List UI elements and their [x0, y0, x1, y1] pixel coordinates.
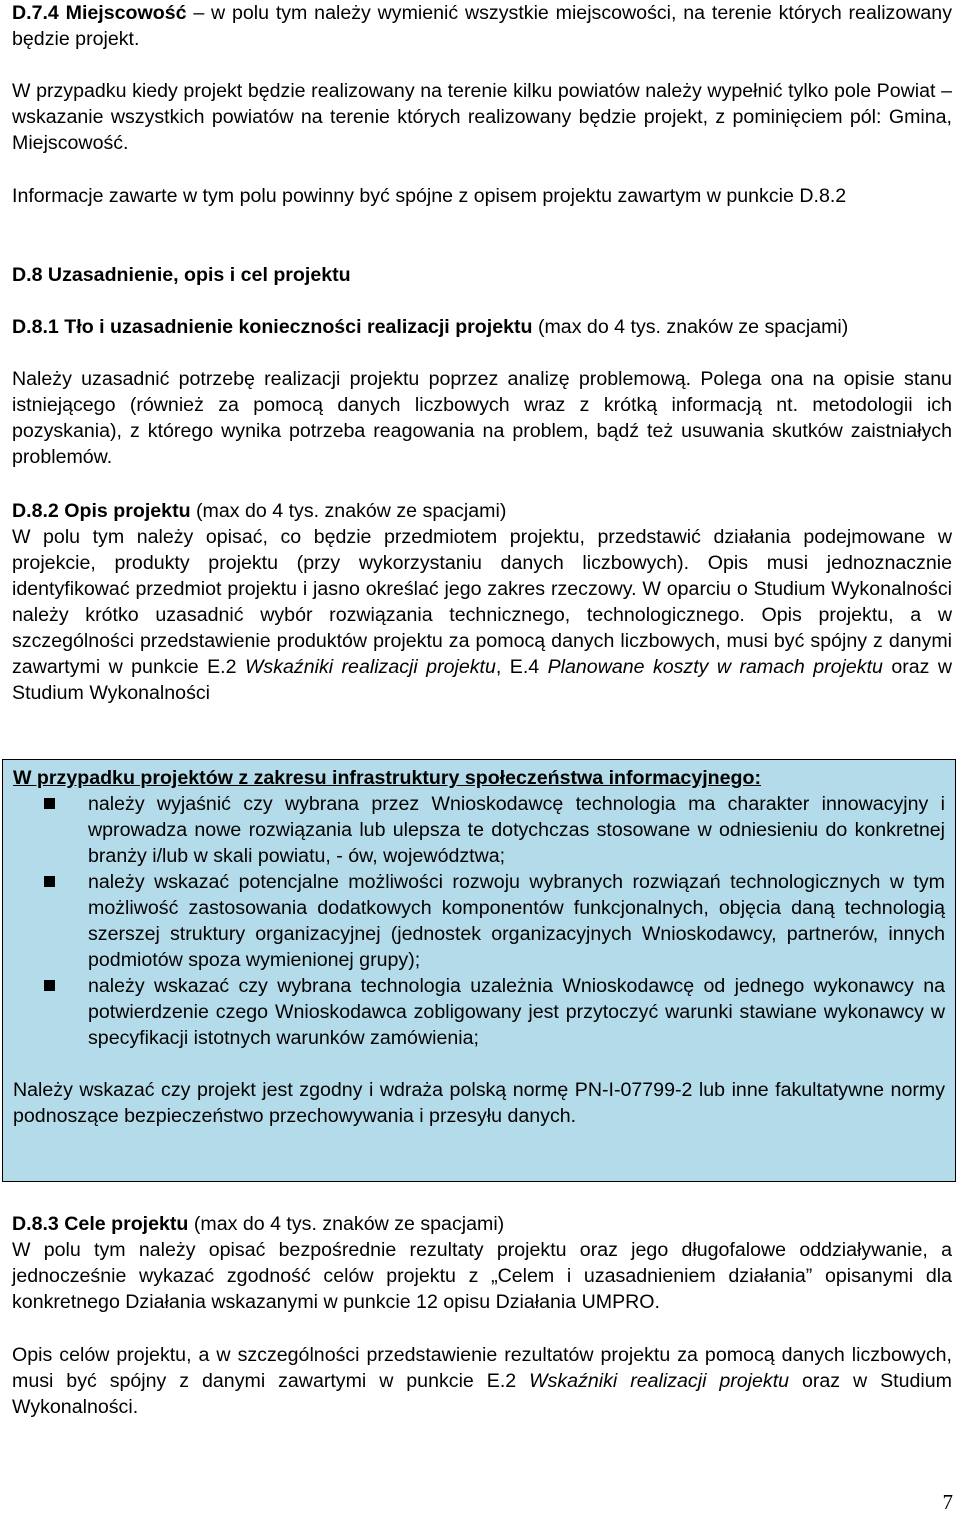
info-box-bullet-list [13, 791, 945, 1051]
section-d74-paragraph-1: W przypadku kiedy projekt będzie realizowany na terenie kilku powiatów należy wypełnić tylko pole Powiat – wskazanie wszystkich powiatów na terenie których realizowany będzie projekt, z pominięciem pól: Gmina, Miejscowość. [12, 80, 952, 154]
reference-e2: Wskaźniki realizacji projektu [244, 656, 496, 678]
section-d82-body [12, 524, 952, 706]
section-d83-heading-line [12, 1211, 952, 1237]
section-d8-heading: D.8 Uzasadnienie, opis i cel projektu [12, 264, 351, 286]
reference-e4: Planowane koszty w ramach projektu [547, 656, 883, 678]
section-d74-paragraph-2: Informacje zawarte w tym polu powinny być spójne z opisem projektu zawartym w punkcie D.8.2 [12, 185, 847, 207]
info-box-content [13, 765, 945, 1129]
info-box-bullet-text: należy wskazać potencjalne możliwości rozwoju wybranych rozwiązań technologicznych w tym możliwość zastosowania dodatkowych komponentów funkcjonalnych, objęcia daną technologią szerszej struktury organizacyjnej (jednostek organizacyjnych Wnioskodawcy, partnerów, innych podmiotów spoza wymienionej grupy); [88, 871, 945, 971]
section-d74-intro-text: – w polu tym należy wymienić wszystkie miejscowości, na terenie których realizowany będzie projekt. [12, 2, 952, 50]
page-number: 7 [942, 1490, 953, 1514]
infrastructure-info-box [2, 759, 956, 1182]
section-d83-body-2-end: oraz w Studium Wykonalności. [12, 1370, 952, 1418]
info-box-bullet-item [13, 791, 945, 869]
section-d82-body-end: oraz w Studium Wykonalności [12, 656, 953, 704]
section-d81-heading: D.8.1 Tło i uzasadnienie konieczności realizacji projektu [12, 316, 533, 338]
section-d83-body-2 [12, 1342, 952, 1420]
section-d83-heading: D.8.3 Cele projektu [12, 1213, 189, 1235]
section-d81-limit: (max do 4 tys. znaków ze spacjami) [532, 316, 849, 338]
square-bullet-icon [44, 876, 55, 887]
info-box-heading: W przypadku projektów z zakresu infrastruktury społeczeństwa informacyjnego: [13, 767, 761, 789]
square-bullet-icon [44, 980, 55, 991]
section-d81-heading-line [12, 314, 952, 340]
section-d81-body: Należy uzasadnić potrzebę realizacji projektu poprzez analizę problemową. Polega ona na opisie stanu istniejącego (również za pomocą danych liczbowych wraz z krótką informacją nt. metodologii ich pozyskania), z którego wynika potrzeba reagowania na problem, bądź też usuwania skutków zaistniałych problemów. [12, 368, 952, 468]
square-bullet-icon [44, 798, 55, 809]
section-d74-intro [12, 0, 952, 52]
section-d83-body-2-text: Opis celów projektu, a w szczególności przedstawienie rezultatów projektu za pomocą danych liczbowych, musi być spójny z danymi zawartymi w punkcie E.2 [12, 1344, 952, 1392]
section-d82-body-text: W polu tym należy opisać, co będzie przedmiotem projektu, przedstawić działania podejmowane w projekcie, produkty projektu (przy wykorzystaniu danych liczbowych). Opis musi jednoznacznie identyfikować przedmiot projektu i jasno określać jego zakres rzeczowy. W oparciu o Studium Wykonalności należy krótko uzasadnić wybór rozwiązania technicznego, technologicznego. Opis projektu, a w szczególności przedstawienie produktów projektu za pomocą danych liczbowych, musi być spójny z danymi zawartymi w punkcie E.2 [12, 526, 952, 678]
info-box-bullet-text: należy wskazać czy wybrana technologia uzależnia Wnioskodawcę od jednego wykonawcy na potwierdzenie czego Wnioskodawca zobligowany jest przytoczyć warunki stawiane wykonawcy w specyfikacji istotnych warunków zamówienia; [88, 975, 945, 1049]
section-d74-heading: D.7.4 Miejscowość [12, 2, 187, 24]
info-box-bullet-text: należy wyjaśnić czy wybrana przez Wnioskodawcę technologia ma charakter innowacyjny i wprowadza nowe rozwiązania lub ulepsza te dotychczas stosowane w odniesieniu do konkretnej branży i/lub w skali powiatu, - ów, województwa; [88, 793, 945, 867]
info-box-bullet-item [13, 973, 945, 1051]
reference-e2: Wskaźniki realizacji projektu [529, 1370, 790, 1392]
section-d82-heading: D.8.2 Opis projektu [12, 500, 191, 522]
section-d83-limit: (max do 4 tys. znaków ze spacjami) [188, 1213, 505, 1235]
info-box-footer: Należy wskazać czy projekt jest zgodny i wdraża polską normę PN-I-07799-2 lub inne fakultatywne normy podnoszące bezpieczeństwo przechowywania i przesyłu danych. [13, 1079, 945, 1127]
section-d82-body-mid: , E.4 [495, 656, 548, 678]
section-d82-heading-line [12, 498, 952, 524]
section-d82-limit: (max do 4 tys. znaków ze spacjami) [190, 500, 507, 522]
section-d83-body-1: W polu tym należy opisać bezpośrednie rezultaty projektu oraz jego długofalowe oddziaływanie, a jednocześnie wykazać zgodność celów projektu z „Celem i uzasadnieniem działania” opisanymi dla konkretnego Działania wskazanymi w punkcie 12 opisu Działania UMPRO. [12, 1239, 952, 1313]
info-box-bullet-item [13, 869, 945, 973]
